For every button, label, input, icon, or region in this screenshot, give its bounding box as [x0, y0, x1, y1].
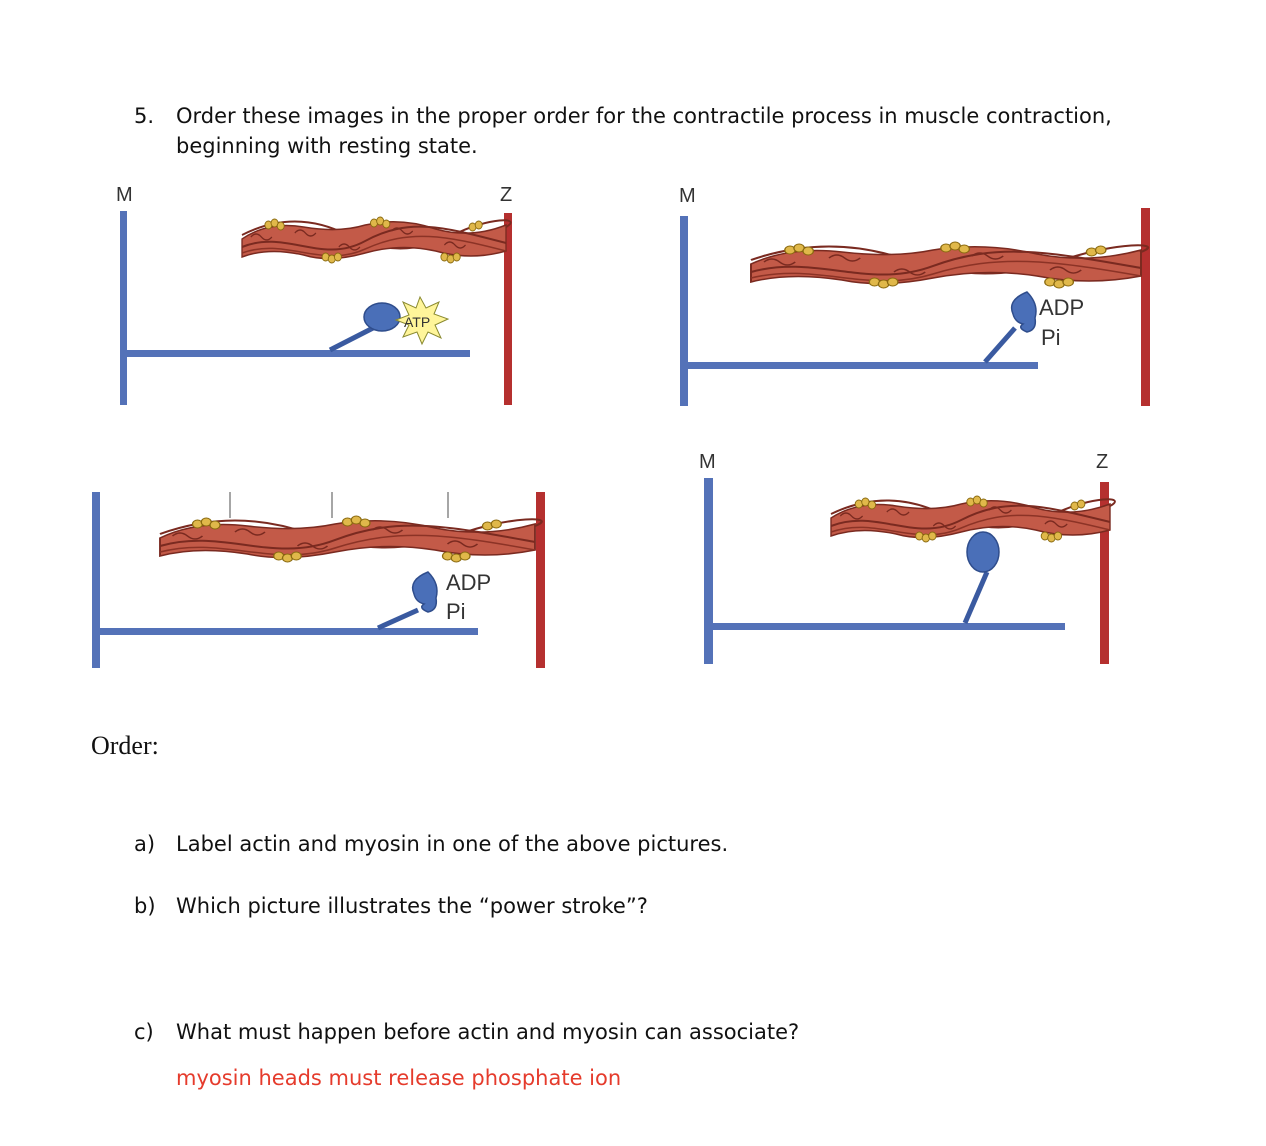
pi-label: Pi [446, 599, 466, 624]
question-number: 5. [134, 104, 155, 128]
subquestion-b-text: Which picture illustrates the “power stroke”? [176, 894, 648, 918]
subquestion-c-text: What must happen before actin and myosin can associate? [176, 1020, 800, 1044]
myosin-head [1012, 292, 1036, 332]
order-label: Order: [91, 731, 159, 760]
actin-filament [751, 242, 1148, 288]
m-line [704, 478, 713, 664]
panel-1-diagram [100, 175, 540, 410]
subquestion-a-text: Label actin and myosin in one of the above pictures. [176, 832, 729, 856]
myosin-neck [985, 328, 1015, 362]
myosin-neck [965, 572, 987, 623]
m-line [680, 216, 688, 406]
actin-filament [242, 217, 511, 263]
thick-filament [92, 628, 478, 635]
panel-3-diagram [88, 488, 550, 670]
myosin-neck [378, 610, 418, 628]
myosin-head [413, 572, 437, 612]
z-line-label: Z [1096, 451, 1109, 473]
thick-filament [713, 623, 1065, 630]
m-line [120, 211, 127, 405]
z-line-label: Z [500, 184, 513, 206]
subquestion-c-letter: c) [134, 1020, 154, 1044]
myosin-neck [330, 327, 375, 350]
question-line-1: Order these images in the proper order for the contractile process in muscle contraction, [176, 104, 1112, 128]
m-line [92, 492, 100, 668]
m-line-label: M [679, 185, 696, 207]
question-line-2: beginning with resting state. [176, 134, 478, 158]
actin-filament [831, 496, 1115, 542]
z-line [1141, 208, 1150, 406]
thick-filament [680, 362, 1038, 369]
subquestion-a-letter: a) [134, 832, 156, 856]
thick-filament [120, 350, 470, 357]
atp-label: ATP [404, 314, 431, 330]
z-line [536, 492, 545, 668]
myosin-head [364, 303, 400, 331]
panel-4-diagram [695, 440, 1125, 670]
myosin-head [967, 532, 999, 572]
pi-label: Pi [1041, 325, 1061, 350]
actin-filament [160, 516, 542, 562]
subquestion-b-letter: b) [134, 894, 156, 918]
adp-label: ADP [1039, 295, 1085, 320]
m-line-label: M [699, 451, 716, 473]
m-line-label: M [116, 184, 133, 206]
panel-2-diagram [675, 180, 1165, 410]
answer-text: myosin heads must release phosphate ion [176, 1066, 622, 1090]
adp-label: ADP [446, 570, 492, 595]
